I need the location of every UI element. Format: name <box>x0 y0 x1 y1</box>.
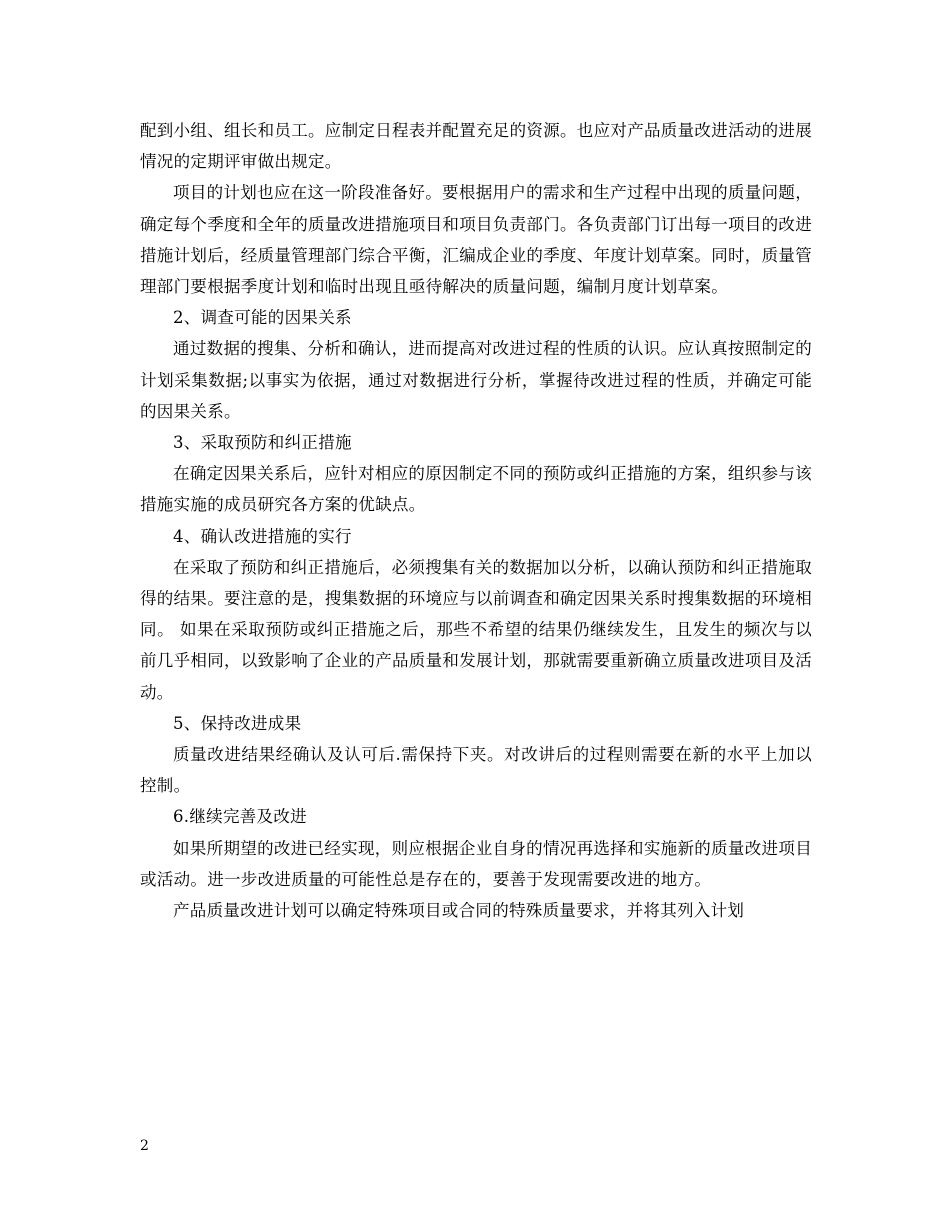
paragraph-improvement-plan: 产品质量改进计划可以确定特殊项目或合同的特殊质量要求，并将其列入计划 <box>173 901 745 921</box>
page-body <box>140 115 812 926</box>
paragraph-confirm: 在采取了预防和纠正措施后，必须搜集有关的数据加以分析，以确认预防和纠正措施取得的结果。要注意的是，搜集数据的环境应与以前调查和确定因果关系时搜集数据的环境相同。 如果在采取预防或纠正措施之后，那些不希望的结果仍继续发生，且发生的频次与以前几乎相同，以致影响了企业的产品质量和发展计划，那就需要重新确立质量改进项目及活动。 <box>140 557 812 702</box>
paragraph-measures: 在确定因果关系后，应针对相应的原因制定不同的预防或纠正措施的方案，组织参与该措施实施的成员研究各方案的优缺点。 <box>140 464 812 515</box>
paragraph-continuation: 配到小组、组长和员工。应制定日程表并配置充足的资源。也应对产品质量改进活动的进展情况的定期评审做出规定。 <box>140 121 812 172</box>
section-heading-5: 5、保持改进成果 <box>173 713 302 733</box>
paragraph-investigate: 通过数据的搜集、分析和确认，进而提高对改进过程的性质的认识。应认真按照制定的计划采集数据;以事实为依据，通过对数据进行分析，掌握待改进过程的性质，并确定可能的因果关系。 <box>140 339 812 421</box>
section-heading-2: 2、调查可能的因果关系 <box>173 308 352 328</box>
section-heading-4: 4、确认改进措施的实行 <box>173 526 352 546</box>
section-heading-6: 6.继续完善及改进 <box>173 807 307 827</box>
paragraph-maintain: 质量改进结果经确认及认可后.需保持下夹。对改讲后的过程则需要在新的水平上加以控制。 <box>140 745 812 796</box>
section-heading-3: 3、采取预防和纠正措施 <box>173 433 352 453</box>
paragraph-continue-improve: 如果所期望的改进已经实现，则应根据企业自身的情况再选择和实施新的质量改进项目或活动。进一步改进质量的可能性总是存在的，要善于发现需要改进的地方。 <box>140 838 812 889</box>
page-number: 2 <box>140 1138 149 1154</box>
paragraph-project-plan: 项目的计划也应在这一阶段准备好。要根据用户的需求和生产过程中出现的质量问题，确定每个季度和全年的质量改进措施项目和项目负责部门。各负责部门订出每一项目的改进措施计划后，经质量管理部门综合平衡，汇编成企业的季度、年度计划草案。同时，质量管理部门要根据季度计划和临时出现且亟待解决的质量问题，编制月度计划草案。 <box>140 183 812 297</box>
